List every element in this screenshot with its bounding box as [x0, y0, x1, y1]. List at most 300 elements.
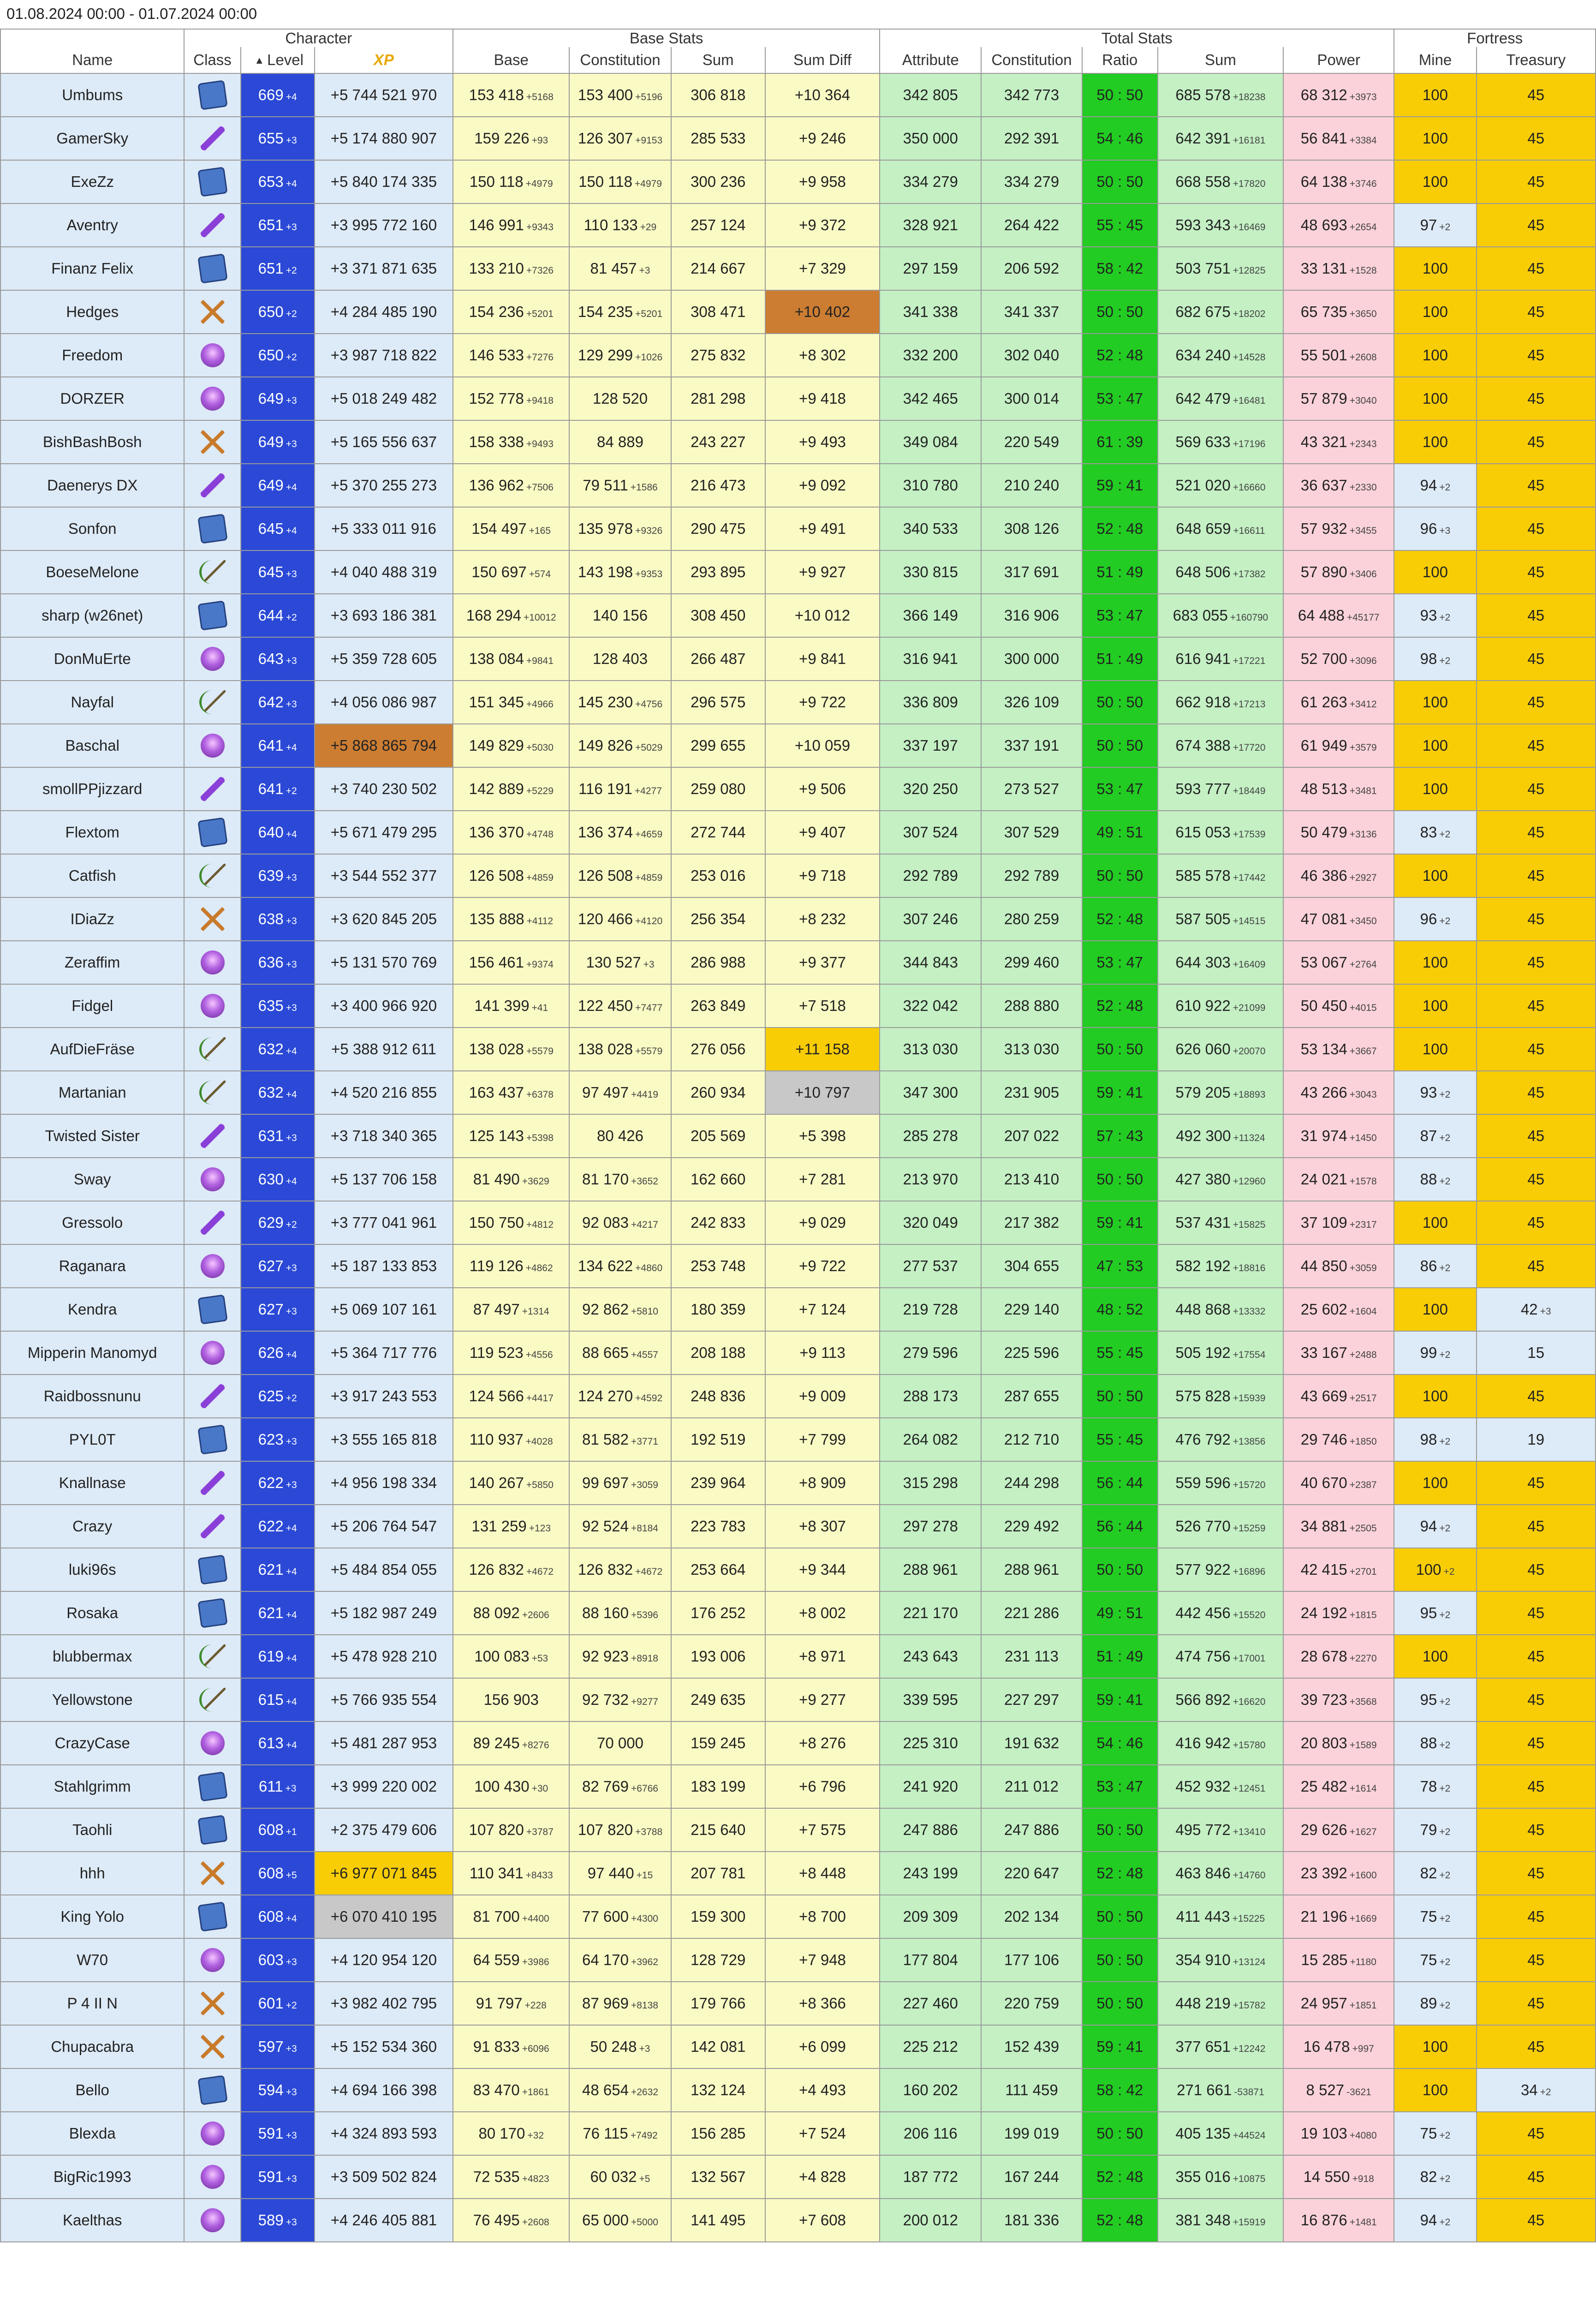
player-name[interactable]: Blexda	[69, 2125, 116, 2142]
col-sum-diff[interactable]: Sum Diff	[765, 47, 880, 73]
player-name[interactable]: GamerSky	[56, 130, 129, 147]
table-row[interactable]	[0, 1461, 1596, 1505]
table-row[interactable]	[0, 637, 1596, 681]
player-name[interactable]: DonMuErte	[54, 650, 131, 667]
player-name[interactable]: Crazy	[72, 1518, 113, 1535]
total-sum-cell	[1158, 1635, 1283, 1678]
xp-cell-value: +5 359 728 605	[330, 650, 437, 667]
player-name-cell[interactable]	[0, 2199, 184, 2242]
sum-cell	[671, 160, 765, 203]
total-sum-cell-value: 668 558	[1175, 173, 1231, 190]
player-name[interactable]: Fidgel	[71, 997, 113, 1014]
col-level[interactable]: ▲ Level	[241, 47, 315, 73]
constitution-cell-value: 150 118	[578, 173, 632, 190]
table-row[interactable]	[0, 1201, 1596, 1244]
class-cell	[184, 1548, 240, 1591]
table-row[interactable]	[0, 1938, 1596, 1982]
total-sum-cell-delta: +15939	[1233, 1393, 1266, 1404]
player-name-cell[interactable]	[0, 637, 184, 681]
table-row[interactable]	[0, 507, 1596, 550]
constitution-cell-value: 120 466	[578, 910, 633, 927]
sum-cell	[671, 1895, 765, 1938]
player-name[interactable]: Sonfon	[68, 520, 117, 537]
col-name[interactable]: Name	[0, 47, 184, 73]
player-name-cell[interactable]	[0, 1331, 184, 1375]
xp-cell-value: +5 744 521 970	[330, 86, 437, 103]
xp-cell	[315, 1678, 453, 1721]
level-cell-value: 608	[258, 1908, 284, 1925]
col-total-sum[interactable]: Sum	[1158, 47, 1283, 73]
sum-cell-value: 308 450	[691, 607, 746, 624]
table-row[interactable]	[0, 1028, 1596, 1071]
player-name-cell[interactable]	[0, 73, 184, 117]
table-row[interactable]	[0, 984, 1596, 1028]
player-name-cell[interactable]	[0, 1288, 184, 1331]
sum-cell	[671, 2025, 765, 2068]
player-name-cell[interactable]	[0, 334, 184, 377]
col-total-constitution[interactable]: Constitution	[981, 47, 1082, 73]
table-row[interactable]	[0, 2199, 1596, 2242]
player-name-cell[interactable]	[0, 2068, 184, 2112]
base-cell-value: 119 523	[469, 1344, 524, 1361]
constitution-cell-value: 110 133	[584, 216, 638, 233]
col-sum[interactable]: Sum	[671, 47, 765, 73]
base-cell	[453, 1331, 569, 1375]
base-cell-delta: +4979	[525, 179, 553, 189]
class-cell	[184, 724, 240, 767]
table-row[interactable]	[0, 897, 1596, 941]
col-xp[interactable]	[315, 47, 453, 73]
player-name[interactable]: Stahlgrimm	[54, 1778, 131, 1795]
sum-cell-value: 253 748	[691, 1257, 746, 1274]
table-row[interactable]	[0, 464, 1596, 507]
table-row[interactable]	[0, 1982, 1596, 2025]
player-name-cell[interactable]	[0, 594, 184, 637]
total-sum-cell-delta: +11324	[1233, 1133, 1265, 1143]
level-cell-delta: +3	[286, 959, 297, 970]
table-row[interactable]	[0, 247, 1596, 290]
player-name-cell[interactable]	[0, 1071, 184, 1114]
treasury-cell-value: 45	[1527, 1257, 1545, 1274]
player-name[interactable]: Sway	[73, 1171, 111, 1188]
table-row[interactable]	[0, 854, 1596, 897]
player-name[interactable]: luki96s	[68, 1561, 116, 1578]
attribute-cell-value: 307 246	[903, 910, 958, 927]
col-class[interactable]: Class	[184, 47, 240, 73]
attribute-cell-value: 288 961	[903, 1561, 958, 1578]
player-name-cell[interactable]	[0, 2025, 184, 2068]
sum-cell	[671, 2068, 765, 2112]
level-cell	[241, 1114, 315, 1158]
player-name-cell[interactable]	[0, 1158, 184, 1201]
table-row[interactable]	[0, 1505, 1596, 1548]
sum-cell-value: 308 471	[691, 303, 746, 320]
player-name-cell[interactable]	[0, 203, 184, 247]
level-cell	[241, 420, 315, 464]
player-name[interactable]: DORZER	[60, 390, 125, 407]
treasury-cell-value: 45	[1527, 1821, 1545, 1838]
table-row[interactable]	[0, 1418, 1596, 1461]
ratio-cell	[1082, 1982, 1158, 2025]
player-name-cell[interactable]	[0, 117, 184, 160]
player-name-cell[interactable]	[0, 1461, 184, 1505]
table-row[interactable]	[0, 767, 1596, 811]
col-mine[interactable]: Mine	[1394, 47, 1476, 73]
col-attribute[interactable]: Attribute	[880, 47, 981, 73]
total-constitution-cell-value: 167 244	[1004, 2168, 1060, 2185]
player-name-cell[interactable]	[0, 160, 184, 203]
constitution-cell	[569, 1071, 671, 1114]
player-name[interactable]: Catfish	[68, 867, 116, 884]
total-constitution-cell	[981, 1895, 1082, 1938]
table-row[interactable]	[0, 1548, 1596, 1591]
constitution-cell-delta: +6766	[631, 1783, 658, 1794]
player-name-cell[interactable]	[0, 1938, 184, 1982]
base-cell-delta: +53	[531, 1653, 548, 1664]
table-row[interactable]	[0, 203, 1596, 247]
player-name[interactable]: Umbums	[62, 86, 123, 103]
base-cell-delta: +4556	[525, 1350, 553, 1360]
table-row[interactable]	[0, 1244, 1596, 1288]
total-constitution-cell-value: 334 279	[1004, 173, 1060, 190]
col-base[interactable]: Base	[453, 47, 569, 73]
total-sum-cell-value: 452 932	[1175, 1778, 1231, 1795]
player-name[interactable]: sharp (w26net)	[42, 607, 143, 624]
level-cell	[241, 117, 315, 160]
player-name[interactable]: Kaelthas	[63, 2211, 122, 2229]
table-row[interactable]	[0, 160, 1596, 203]
total-sum-cell-delta: +17196	[1233, 439, 1266, 449]
player-name[interactable]: Finanz Felix	[51, 260, 134, 277]
sum-cell-value: 242 833	[691, 1214, 746, 1231]
treasury-cell-value: 45	[1527, 2168, 1545, 2185]
player-name-cell[interactable]	[0, 681, 184, 724]
player-name[interactable]: PYL0T	[69, 1431, 116, 1448]
player-name[interactable]: CrazyCase	[54, 1734, 130, 1751]
treasury-cell	[1477, 2025, 1596, 2068]
total-constitution-cell-value: 220 549	[1004, 433, 1060, 450]
player-name[interactable]: Daenerys DX	[47, 477, 138, 494]
player-name[interactable]: Raganara	[59, 1257, 126, 1274]
col-constitution[interactable]: Constitution	[569, 47, 671, 73]
table-row[interactable]	[0, 1852, 1596, 1895]
player-name[interactable]: Mipperin Manomyd	[27, 1344, 157, 1361]
level-cell	[241, 724, 315, 767]
sum-cell-value: 275 832	[691, 347, 746, 364]
treasury-cell	[1477, 941, 1596, 984]
constitution-cell-delta: +5000	[631, 2217, 658, 2228]
xp-cell	[315, 854, 453, 897]
base-cell-value: 136 962	[469, 477, 524, 494]
constitution-cell	[569, 1635, 671, 1678]
player-name[interactable]: Chupacabra	[51, 2038, 134, 2055]
player-name-cell[interactable]	[0, 854, 184, 897]
player-name[interactable]: BigRic1993	[53, 2168, 131, 2185]
player-name-cell[interactable]	[0, 1982, 184, 2025]
player-name[interactable]: P 4 II N	[67, 1995, 118, 2012]
base-cell-delta: +4966	[526, 699, 554, 710]
player-name[interactable]: Baschal	[65, 737, 119, 754]
total-sum-cell	[1158, 854, 1283, 897]
table-row[interactable]	[0, 334, 1596, 377]
attribute-cell	[880, 73, 981, 117]
constitution-cell-value: 154 235	[578, 303, 633, 320]
player-name-cell[interactable]	[0, 1591, 184, 1635]
treasury-cell	[1477, 247, 1596, 290]
xp-cell-value: +5 165 556 637	[330, 433, 437, 450]
table-row[interactable]	[0, 2068, 1596, 2112]
level-cell-value: 651	[258, 260, 284, 277]
total-sum-cell-delta: +17820	[1233, 179, 1266, 189]
total-constitution-cell-value: 212 710	[1004, 1431, 1060, 1448]
table-row[interactable]	[0, 1678, 1596, 1721]
total-sum-cell-delta: -53871	[1234, 2087, 1264, 2098]
treasury-cell	[1477, 1375, 1596, 1418]
ratio-cell	[1082, 1331, 1158, 1375]
attribute-cell-value: 310 780	[903, 477, 958, 494]
player-name-cell[interactable]	[0, 377, 184, 420]
table-row[interactable]	[0, 1765, 1596, 1808]
player-name[interactable]: AufDieFräse	[50, 1040, 135, 1058]
player-name[interactable]: Rosaka	[66, 1604, 119, 1621]
player-name-cell[interactable]	[0, 1765, 184, 1808]
sum-diff-cell-value: +4 828	[799, 2168, 846, 2185]
xp-cell-value: +5 840 174 335	[330, 173, 437, 190]
table-row[interactable]	[0, 117, 1596, 160]
player-name-cell[interactable]	[0, 1505, 184, 1548]
total-constitution-cell-value: 191 632	[1004, 1734, 1060, 1751]
player-name-cell[interactable]	[0, 811, 184, 854]
attribute-cell-value: 297 159	[903, 260, 958, 277]
total-sum-cell-delta: +17720	[1233, 742, 1266, 753]
player-name[interactable]: BoeseMelone	[46, 563, 139, 580]
player-name-cell[interactable]	[0, 1201, 184, 1244]
attribute-cell	[880, 637, 981, 681]
sum-diff-cell	[765, 73, 880, 117]
scout-class-icon	[201, 1861, 225, 1885]
level-cell	[241, 247, 315, 290]
table-row[interactable]	[0, 420, 1596, 464]
table-row[interactable]	[0, 1071, 1596, 1114]
power-cell	[1283, 1505, 1394, 1548]
player-name[interactable]: Martanian	[58, 1084, 126, 1101]
table-row[interactable]	[0, 1375, 1596, 1418]
base-cell	[453, 1158, 569, 1201]
base-cell	[453, 247, 569, 290]
sum-diff-cell-value: +5 398	[799, 1127, 846, 1144]
player-name-cell[interactable]	[0, 1548, 184, 1591]
total-constitution-cell	[981, 767, 1082, 811]
player-name-cell[interactable]	[0, 1375, 184, 1418]
base-cell	[453, 334, 569, 377]
table-row[interactable]	[0, 290, 1596, 334]
table-row[interactable]	[0, 1288, 1596, 1331]
power-cell	[1283, 1114, 1394, 1158]
player-name-cell[interactable]	[0, 984, 184, 1028]
player-name[interactable]: Bello	[75, 2081, 109, 2098]
total-constitution-cell-value: 177 106	[1004, 1951, 1060, 1968]
attribute-cell	[880, 1331, 981, 1375]
player-name[interactable]: Gressolo	[62, 1214, 123, 1231]
player-name-cell[interactable]	[0, 1114, 184, 1158]
player-name-cell[interactable]	[0, 941, 184, 984]
table-row[interactable]	[0, 1721, 1596, 1765]
player-name-cell[interactable]	[0, 2155, 184, 2199]
level-cell-delta: +3	[286, 1957, 297, 1967]
player-name-cell[interactable]	[0, 1852, 184, 1895]
table-row[interactable]	[0, 594, 1596, 637]
total-sum-cell-delta: +18816	[1233, 1263, 1266, 1273]
mine-cell-value: 100	[1422, 347, 1448, 364]
player-name[interactable]: IDiaZz	[70, 910, 114, 927]
ratio-cell-value: 50 : 50	[1096, 86, 1143, 103]
player-name-cell[interactable]	[0, 2112, 184, 2155]
total-constitution-cell-value: 299 460	[1004, 954, 1060, 971]
total-sum-cell-value: 377 651	[1175, 2038, 1231, 2055]
table-row[interactable]	[0, 1635, 1596, 1678]
table-row[interactable]	[0, 550, 1596, 594]
power-cell-delta: +1851	[1349, 2000, 1377, 2011]
player-name[interactable]: Hedges	[66, 303, 119, 320]
table-row[interactable]	[0, 724, 1596, 767]
treasury-cell	[1477, 681, 1596, 724]
mine-cell	[1394, 681, 1476, 724]
player-name-cell[interactable]	[0, 550, 184, 594]
table-row[interactable]	[0, 2155, 1596, 2199]
constitution-cell-value: 134 622	[578, 1257, 633, 1274]
level-cell-value: 594	[258, 2081, 284, 2098]
player-name-cell[interactable]	[0, 420, 184, 464]
total-constitution-cell	[981, 1635, 1082, 1678]
table-row[interactable]	[0, 73, 1596, 117]
player-name-cell[interactable]	[0, 1895, 184, 1938]
player-name-cell[interactable]	[0, 507, 184, 550]
player-name[interactable]: Raidbossnunu	[43, 1387, 141, 1405]
table-row[interactable]	[0, 1591, 1596, 1635]
player-name-cell[interactable]	[0, 1808, 184, 1852]
player-name-cell[interactable]	[0, 1028, 184, 1071]
player-name[interactable]: Knallnase	[59, 1474, 126, 1491]
player-name-cell[interactable]	[0, 1635, 184, 1678]
player-name-cell[interactable]	[0, 1244, 184, 1288]
sum-cell	[671, 334, 765, 377]
table-row[interactable]	[0, 2112, 1596, 2155]
col-treasury[interactable]: Treasury	[1477, 47, 1596, 73]
player-name[interactable]: Zeraffim	[65, 954, 120, 971]
total-constitution-cell	[981, 1331, 1082, 1375]
table-row[interactable]	[0, 681, 1596, 724]
hunter-class-icon	[199, 1644, 226, 1668]
player-name[interactable]: hhh	[79, 1865, 105, 1882]
table-row[interactable]	[0, 2025, 1596, 2068]
warrior-class-icon	[197, 2075, 228, 2105]
player-name-cell[interactable]	[0, 1678, 184, 1721]
ratio-cell	[1082, 203, 1158, 247]
table-row[interactable]	[0, 1808, 1596, 1852]
ratio-cell-value: 51 : 49	[1096, 563, 1143, 580]
base-cell-value: 72 535	[473, 2168, 520, 2185]
base-cell	[453, 854, 569, 897]
ratio-cell-value: 55 : 45	[1096, 1344, 1143, 1361]
warrior-class-icon	[197, 1771, 228, 1802]
total-sum-cell-value: 381 348	[1175, 2211, 1231, 2229]
player-name-cell[interactable]	[0, 724, 184, 767]
mine-cell-delta: +2	[1439, 1523, 1451, 1534]
table-row[interactable]	[0, 941, 1596, 984]
player-name-cell[interactable]	[0, 767, 184, 811]
player-name[interactable]: Flextom	[65, 824, 119, 841]
player-name-cell[interactable]	[0, 464, 184, 507]
total-constitution-cell-value: 287 655	[1004, 1387, 1060, 1405]
base-cell-delta: +4812	[526, 1219, 554, 1230]
table-row[interactable]	[0, 1895, 1596, 1938]
player-name-cell[interactable]	[0, 897, 184, 941]
level-cell-value: 621	[258, 1561, 284, 1578]
xp-cell	[315, 1938, 453, 1982]
treasury-cell	[1477, 1071, 1596, 1114]
base-cell-value: 156 903	[483, 1691, 539, 1708]
player-name[interactable]: Kendra	[68, 1301, 117, 1318]
player-name[interactable]: King Yolo	[60, 1908, 125, 1925]
player-name-cell[interactable]	[0, 1418, 184, 1461]
ratio-cell	[1082, 1548, 1158, 1591]
level-cell-value: 649	[258, 477, 284, 494]
level-cell-value: 649	[258, 433, 284, 450]
table-row[interactable]	[0, 1331, 1596, 1375]
player-name-cell[interactable]	[0, 1721, 184, 1765]
sum-cell-value: 132 567	[691, 2168, 746, 2185]
player-name-cell[interactable]	[0, 247, 184, 290]
player-name-cell[interactable]	[0, 290, 184, 334]
level-cell	[241, 1288, 315, 1331]
treasury-cell	[1477, 1678, 1596, 1721]
treasury-cell	[1477, 2199, 1596, 2242]
power-cell	[1283, 420, 1394, 464]
mine-cell-delta: +2	[1439, 612, 1451, 623]
player-name[interactable]: W70	[77, 1951, 108, 1968]
col-ratio[interactable]: Ratio	[1082, 47, 1158, 73]
player-name[interactable]: smollPPjizzard	[42, 780, 143, 797]
constitution-cell-delta: +15	[636, 1870, 653, 1881]
player-name[interactable]: Nayfal	[71, 693, 114, 711]
col-power[interactable]: Power	[1283, 47, 1394, 73]
level-cell-delta: +3	[286, 699, 297, 710]
total-constitution-cell-value: 337 191	[1004, 737, 1060, 754]
player-name[interactable]: blubbermax	[53, 1648, 132, 1665]
player-name[interactable]: Aventry	[66, 216, 118, 233]
player-name[interactable]: BishBashBosh	[42, 433, 142, 450]
level-cell-value: 608	[258, 1821, 284, 1838]
base-cell-delta: +5201	[526, 309, 554, 319]
ratio-cell-value: 53 : 47	[1096, 1778, 1143, 1795]
sum-diff-cell	[765, 1808, 880, 1852]
player-name[interactable]: ExeZz	[71, 173, 114, 190]
table-row[interactable]	[0, 1158, 1596, 1201]
table-row[interactable]	[0, 377, 1596, 420]
player-name[interactable]: Freedom	[62, 347, 123, 364]
mine-cell-delta: +2	[1439, 2130, 1451, 2141]
player-name[interactable]: Yellowstone	[52, 1691, 133, 1708]
mine-cell-delta: +2	[1439, 1133, 1451, 1143]
table-row[interactable]	[0, 811, 1596, 854]
table-row[interactable]	[0, 1114, 1596, 1158]
treasury-cell-delta: +3	[1540, 1306, 1551, 1317]
sum-cell-value: 259 080	[691, 780, 746, 797]
player-name[interactable]: Twisted Sister	[45, 1127, 140, 1144]
base-cell-delta: +1314	[522, 1306, 549, 1317]
player-name[interactable]: Taohli	[72, 1821, 113, 1838]
power-cell	[1283, 73, 1394, 117]
